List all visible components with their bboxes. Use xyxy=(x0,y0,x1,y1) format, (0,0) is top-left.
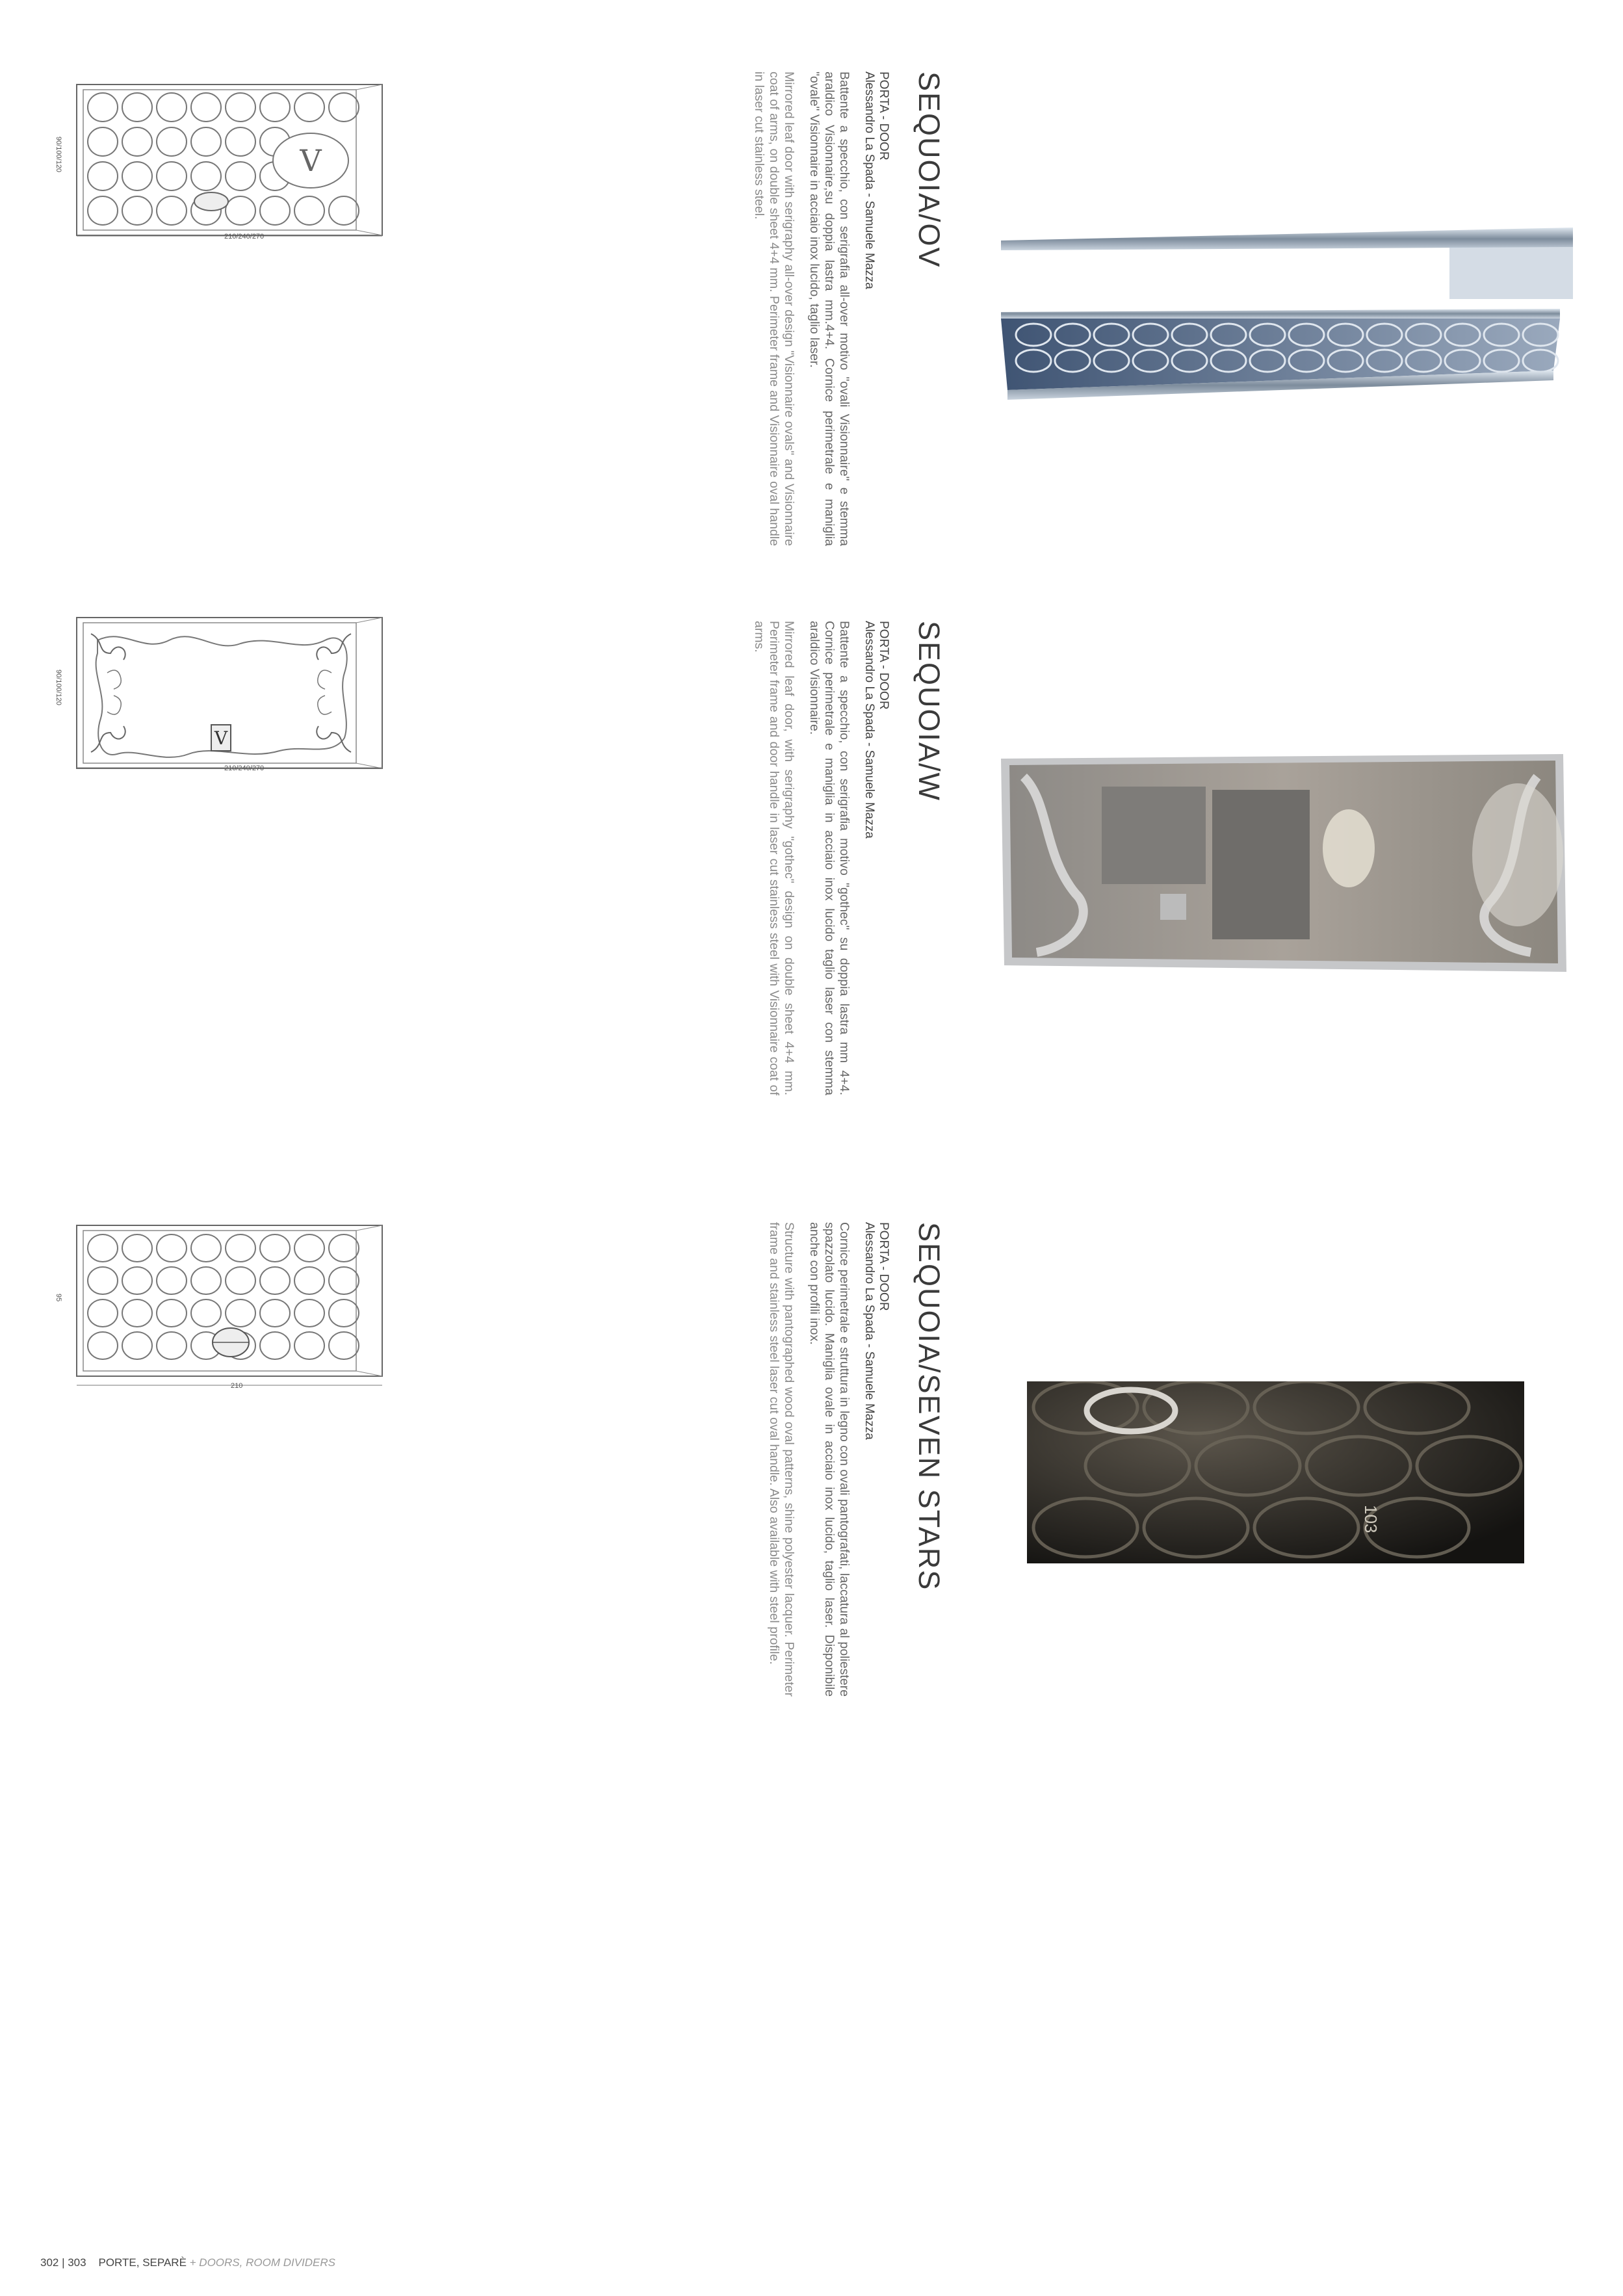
dim-height-label: 90/100/120 xyxy=(55,137,62,173)
description-english: Mirrored leaf door with serigraphy all-over design "Visionnaire ovals" and Visionnaire coat of arms, on double sheet 4+4 mm. Perimeter frame and Visionnaire oval handle in laser cut stainless steel. xyxy=(752,72,796,546)
page-footer xyxy=(40,2256,335,2269)
svg-text:V: V xyxy=(300,143,322,178)
svg-text:V: V xyxy=(214,727,228,749)
dim-height-label: 90/100/120 xyxy=(55,670,62,706)
product-designers: Alessandro La Spada - Samuele Mazza xyxy=(863,72,876,289)
dim-height-label: 95 xyxy=(55,1294,62,1302)
dim-width-label: 210 xyxy=(231,1382,243,1390)
door-drawing-ov xyxy=(65,81,396,244)
product-designers: Alessandro La Spada - Samuele Mazza xyxy=(863,621,876,839)
product-type: PORTA - DOOR xyxy=(877,1222,890,1311)
description-italian: Battente a specchio, con serigrafia all-over motivo "ovali Visionnaire" e stemma araldico Visionnaire,su doppia lastra mm.4+4. Cornice perimetrale e maniglia "ovale" Visionnaire in acciaio inox lucido, taglio laser. xyxy=(807,72,851,546)
product-photo-w xyxy=(998,751,1570,975)
description-english: Mirrored leaf door, with serigraphy "gothec" design on double sheet 4+4 mm. Perimeter frame and door handle in laser cut stainless steel with Visionnaire coat of arms. xyxy=(752,621,796,1095)
product-title: SEQUOIA/W xyxy=(913,621,946,802)
product-designers: Alessandro La Spada - Samuele Mazza xyxy=(863,1222,876,1440)
page-numbers: 302 | 303 xyxy=(40,2256,86,2269)
dim-width-label: 210/240/270 xyxy=(224,233,265,241)
product-type: PORTA - DOOR xyxy=(877,621,890,710)
dim-width-line xyxy=(65,1380,390,1393)
description-english: Structure with pantographed wood oval patterns, shine polyester lacquer. Perimeter frame and stainless steel laser cut oval handle. Also available with steel profile. xyxy=(767,1222,796,1697)
description-italian: Battente a specchio, con serigrafia motivo "gothec" su doppia lastra mm 4+4. Cornice perimetrale e maniglia in acciaio inox lucido taglio laser con stemma araldico Visionnaire. xyxy=(807,621,851,1095)
section-title: PORTE, SEPARÈ xyxy=(98,2256,187,2269)
product-photo-ov xyxy=(994,221,1579,410)
door-drawing-w xyxy=(65,614,396,777)
section-title-en: + DOORS, ROOM DIVIDERS xyxy=(189,2256,335,2269)
photo-number: 103 xyxy=(1361,1505,1381,1533)
product-title: SEQUOIA/OV xyxy=(913,72,946,268)
door-drawing-seven-stars xyxy=(65,1222,396,1385)
dim-width-label: 210/240/270 xyxy=(224,764,265,772)
product-type: PORTA - DOOR xyxy=(877,72,890,161)
product-title: SEQUOIA/SEVEN STARS xyxy=(913,1222,946,1591)
product-photo-seven-stars xyxy=(1027,1381,1524,1563)
description-italian: Cornice perimetrale e struttura in legno con ovali pantografati, laccatura al poliestere spazzolato lucido. Maniglia ovale in acciaio inox lucido, taglio laser. Disponibile anche con profili inox. xyxy=(807,1222,851,1697)
